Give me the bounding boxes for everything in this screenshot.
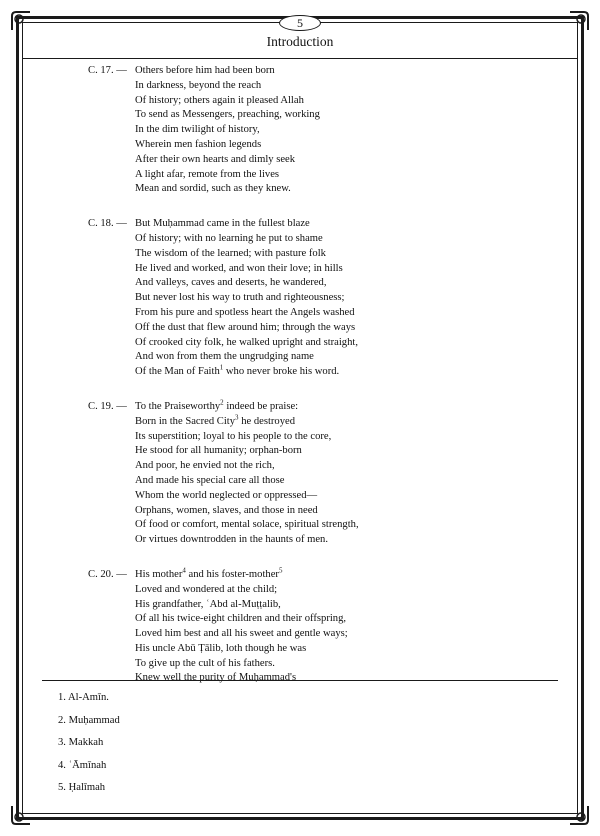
verse-line bbox=[88, 598, 508, 613]
stanza bbox=[88, 568, 508, 686]
footnote-item: 4. ʿĀmīnah bbox=[58, 759, 107, 771]
verse-text: Mean and sordid, such as they knew. bbox=[135, 183, 291, 195]
verse-line bbox=[88, 504, 508, 519]
verse-line bbox=[88, 459, 508, 474]
verse-line bbox=[88, 642, 508, 657]
verse-text: And won from them the ungrudging name bbox=[135, 351, 314, 363]
verse-line bbox=[88, 671, 508, 686]
verse-text: But never lost his way to truth and righteousness; bbox=[135, 292, 345, 304]
verse-text: He lived and worked, and won their love; in hills bbox=[135, 262, 343, 274]
verse-line bbox=[88, 336, 508, 351]
verse-text: To give up the cult of his fathers. bbox=[135, 657, 275, 669]
verse-text: Born in the Sacred City bbox=[135, 415, 236, 427]
verse-line bbox=[88, 612, 508, 627]
stanza bbox=[88, 64, 508, 197]
verse-line bbox=[88, 365, 508, 380]
verse-text: His mother bbox=[135, 568, 183, 580]
verse-text: And poor, he envied not the rich, bbox=[135, 460, 275, 472]
verse-line bbox=[88, 306, 508, 321]
verse-text: he destroyed bbox=[238, 415, 296, 427]
verse-text: indeed be praise: bbox=[223, 400, 299, 412]
verse-line bbox=[88, 583, 508, 598]
stanza-reference: C. 20. — bbox=[88, 568, 127, 580]
verse-text: His uncle Abū Ṭālib, loth though he was bbox=[135, 642, 307, 654]
stanza-reference: C. 19. — bbox=[88, 400, 127, 412]
verse-text: Its superstition; loyal to his people to the core, bbox=[135, 430, 332, 442]
verse-text: Off the dust that flew around him; through the ways bbox=[135, 321, 356, 333]
corner-ornament-icon bbox=[10, 804, 32, 826]
verse-text: To send as Messengers, preaching, working bbox=[135, 109, 320, 121]
verse-text: Of history; others again it pleased Allah bbox=[135, 94, 304, 106]
footnote-item: 5. Ḥalīmah bbox=[58, 782, 106, 793]
poem-body bbox=[88, 64, 508, 706]
verse-line bbox=[88, 247, 508, 262]
corner-ornament-icon bbox=[568, 10, 590, 32]
verse-text: His grandfather, ʿAbd al-Muṭṭalib, bbox=[135, 598, 281, 610]
verse-text: Knew well the purity of Muḥammad's bbox=[135, 672, 297, 684]
verse-text: Of the Man of Faith bbox=[135, 366, 220, 378]
footnote-item: 1. Al-Amīn. bbox=[58, 692, 109, 703]
verse-text: Others before him had been born bbox=[135, 65, 275, 76]
verse-text: Of history; with no learning he put to shame bbox=[135, 232, 323, 244]
stanza bbox=[88, 400, 508, 548]
verse-text: Of crooked city folk, he walked upright and straight, bbox=[135, 336, 358, 348]
verse-text: Loved and wondered at the child; bbox=[135, 583, 278, 595]
verse-line bbox=[88, 64, 508, 79]
verse-text: In darkness, beyond the reach bbox=[135, 79, 262, 91]
footnote-marker: 2 bbox=[220, 398, 224, 407]
stanza-reference: C. 18. — bbox=[88, 218, 127, 230]
verse-line bbox=[88, 123, 508, 138]
footnotes bbox=[58, 691, 120, 804]
verse-text: And valleys, caves and deserts, he wandered, bbox=[135, 277, 327, 289]
verse-line bbox=[88, 262, 508, 277]
verse-text: And made his special care all those bbox=[135, 474, 285, 486]
verse-text: From his pure and spotless heart the Angels washed bbox=[135, 306, 355, 318]
footnote-marker: 1 bbox=[219, 363, 224, 372]
verse-line bbox=[88, 350, 508, 365]
verse-line bbox=[88, 430, 508, 445]
verse-text: A light afar, remote from the lives bbox=[135, 168, 280, 180]
verse-line bbox=[88, 108, 508, 123]
verse-line bbox=[88, 627, 508, 642]
verse-line bbox=[88, 291, 508, 306]
verse-text: In the dim twilight of history, bbox=[135, 124, 260, 136]
page-number: 5 bbox=[279, 15, 321, 31]
verse-line bbox=[88, 533, 508, 548]
verse-text: He stood for all humanity; orphan-born bbox=[135, 445, 302, 457]
footnote-marker: 5 bbox=[278, 566, 283, 575]
verse-text: The wisdom of the learned; with pasture folk bbox=[135, 247, 326, 259]
footnote-item: 2. Muḥammad bbox=[58, 714, 120, 726]
verse-line bbox=[88, 489, 508, 504]
stanza bbox=[88, 217, 508, 380]
verse-line bbox=[88, 568, 508, 583]
verse-text: Of all his twice-eight children and their offspring, bbox=[135, 613, 347, 625]
verse-text: Orphans, women, slaves, and those in need bbox=[135, 504, 318, 516]
verse-text: After their own hearts and dimly seek bbox=[135, 153, 296, 165]
verse-text: Whom the world neglected or oppressed— bbox=[135, 489, 318, 501]
verse-line bbox=[88, 474, 508, 489]
verse-line bbox=[88, 415, 508, 430]
verse-text: and his foster-mother bbox=[185, 568, 279, 580]
footnote-marker: 3 bbox=[235, 413, 239, 422]
verse-text: To the Praiseworthy bbox=[135, 400, 221, 412]
header-divider bbox=[22, 58, 578, 59]
verse-line bbox=[88, 138, 508, 153]
footnote-marker: 4 bbox=[182, 566, 186, 575]
verse-text: Of food or comfort, mental solace, spiritual strength, bbox=[135, 519, 359, 531]
stanza-reference: C. 17. — bbox=[88, 65, 127, 76]
footnote-item: 3. Makkah bbox=[58, 737, 104, 748]
verse-line bbox=[88, 232, 508, 247]
verse-line bbox=[88, 518, 508, 533]
verse-line bbox=[88, 168, 508, 183]
verse-line bbox=[88, 321, 508, 336]
verse-line bbox=[88, 153, 508, 168]
verse-line bbox=[88, 444, 508, 459]
footnote-divider bbox=[42, 680, 558, 681]
running-header-title: Introduction bbox=[266, 34, 334, 49]
verse-text: Loved him best and all his sweet and gentle ways; bbox=[135, 628, 348, 640]
verse-line bbox=[88, 217, 508, 232]
verse-line bbox=[88, 94, 508, 109]
verse-line bbox=[88, 276, 508, 291]
corner-ornament-icon bbox=[568, 804, 590, 826]
verse-line bbox=[88, 79, 508, 94]
verse-line bbox=[88, 182, 508, 197]
verse-line bbox=[88, 400, 508, 415]
corner-ornament-icon bbox=[10, 10, 32, 32]
verse-text: who never broke his word. bbox=[223, 366, 340, 378]
verse-text: Wherein men fashion legends bbox=[135, 138, 262, 150]
verse-text: Or virtues downtrodden in the haunts of men. bbox=[135, 534, 329, 546]
verse-text: But Muḥammad came in the fullest blaze bbox=[135, 218, 310, 230]
verse-line bbox=[88, 657, 508, 672]
